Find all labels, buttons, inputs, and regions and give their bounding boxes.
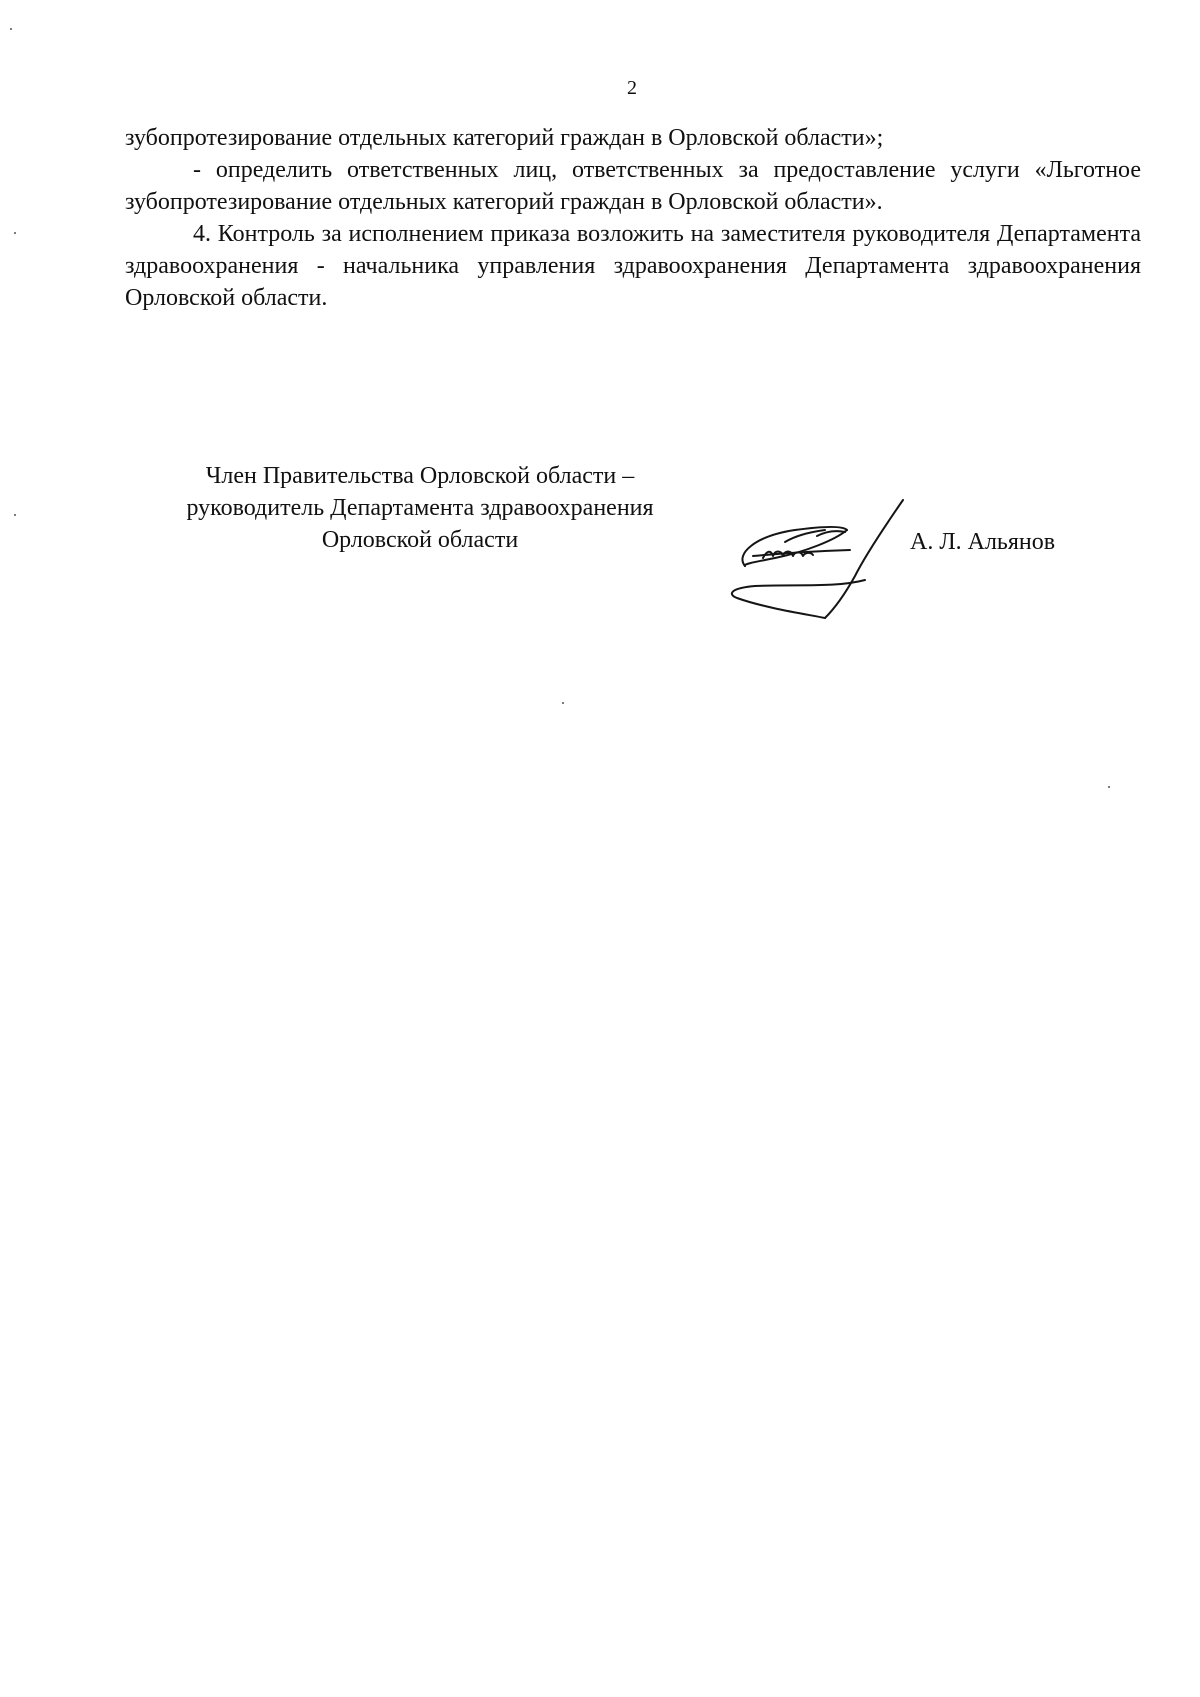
paragraph-continuation: зубопротезирование отдельных категорий граждан в Орловской области»; xyxy=(125,125,884,151)
signatory-position-line-3: Орловской области xyxy=(321,527,519,553)
document-body xyxy=(125,122,1141,314)
scan-speck xyxy=(10,28,12,30)
signatory-position-line-2: руководитель Департамента здравоохранения xyxy=(186,495,654,521)
signatory-position-line-1: Член Правительства Орловской области – xyxy=(205,463,635,489)
scan-speck xyxy=(562,702,564,704)
scan-speck xyxy=(14,232,16,234)
paragraph-item-4: 4. Контроль за исполнением приказа возложить на заместителя руководителя Департамента здравоохранения - начальника управления здравоохранения Департамента здравоохранения Орловской области. xyxy=(125,221,1141,311)
scan-speck xyxy=(1108,786,1110,788)
signer-name: А. Л. Альянов xyxy=(910,529,1056,555)
paragraph-responsible-persons: - определить ответственных лиц, ответственных за предоставление услуги «Льготное зубопротезирование отдельных категорий граждан в Орловской области». xyxy=(125,157,1141,215)
signatory-position xyxy=(140,460,700,556)
handwritten-signature xyxy=(725,496,915,621)
page-number: 2 xyxy=(627,77,637,99)
scan-speck xyxy=(14,514,16,516)
